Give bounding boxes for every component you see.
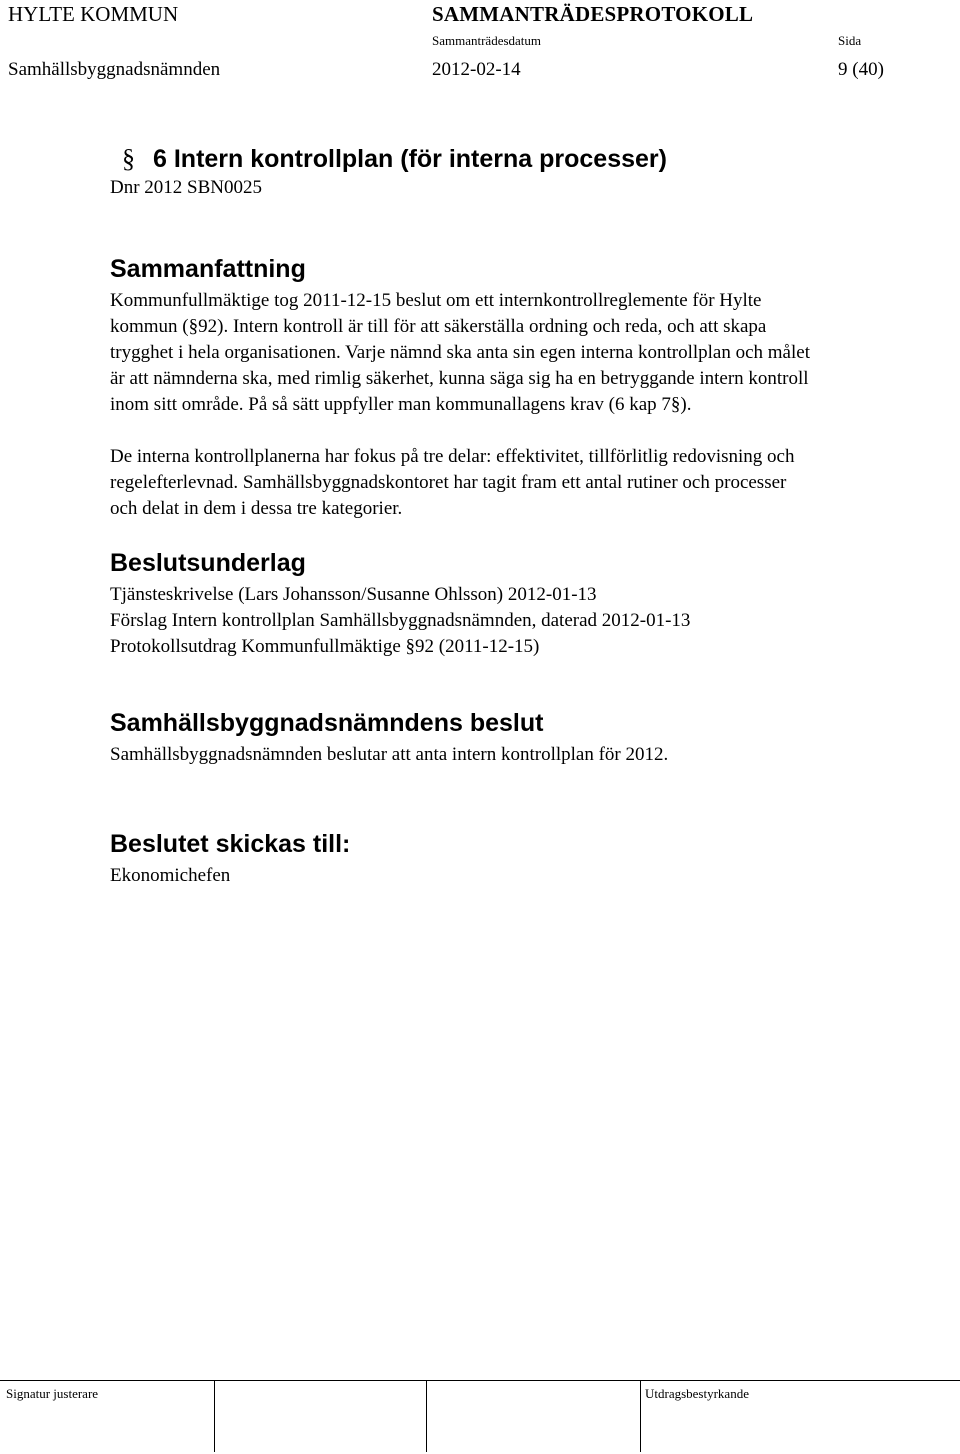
decision-text bbox=[110, 742, 918, 768]
recipients-heading: Beslutet skickas till: bbox=[110, 830, 351, 858]
page-label: Sida bbox=[838, 33, 862, 48]
text-line: Samhällsbyggnadsnämnden beslutar att anta intern kontrollplan för 2012. bbox=[110, 744, 669, 765]
section-title: 6 Intern kontrollplan (för interna processer) bbox=[153, 145, 667, 173]
paragraph-symbol: § bbox=[122, 144, 135, 173]
meeting-date-label: Sammanträdesdatum bbox=[432, 33, 542, 48]
decision-heading: Samhällsbyggnadsnämndens beslut bbox=[110, 709, 544, 737]
text-line: kommun (§92). Intern kontroll är till för att säkerställa ordning och reda, och att skapa bbox=[110, 316, 767, 337]
board-name: Samhällsbyggnadsnämnden bbox=[8, 59, 221, 80]
list-item: Tjänsteskrivelse (Lars Johansson/Susanne Ohlsson) 2012-01-13 bbox=[110, 584, 597, 605]
summary-heading: Sammanfattning bbox=[110, 255, 306, 283]
organization-name: HYLTE KOMMUN bbox=[8, 2, 179, 26]
list-item: Protokollsutdrag Kommunfullmäktige §92 (2011-12-15) bbox=[110, 636, 540, 657]
summary-paragraph-1 bbox=[110, 288, 918, 418]
text-line: Kommunfullmäktige tog 2011-12-15 beslut om ett internkontrollreglemente för Hylte bbox=[110, 290, 762, 311]
summary-block bbox=[110, 254, 918, 522]
decision-block bbox=[110, 708, 918, 768]
summary-paragraph-2 bbox=[110, 444, 918, 522]
list-item: Ekonomichefen bbox=[110, 865, 231, 886]
recipients-list bbox=[110, 863, 918, 889]
page-number: 9 (40) bbox=[838, 59, 884, 80]
meeting-date: 2012-02-14 bbox=[432, 59, 521, 80]
case-number: Dnr 2012 SBN0025 bbox=[110, 177, 263, 198]
decision-basis-block bbox=[110, 548, 918, 660]
document-type-title: SAMMANTRÄDESPROTOKOLL bbox=[432, 2, 754, 26]
section-heading bbox=[122, 144, 667, 174]
list-item: Förslag Intern kontrollplan Samhällsbyggnadsnämnden, daterad 2012-01-13 bbox=[110, 610, 691, 631]
extract-certification-label: Utdragsbestyrkande bbox=[645, 1386, 749, 1401]
decision-basis-heading: Beslutsunderlag bbox=[110, 549, 306, 577]
text-line: är att nämnderna ska, med rimlig säkerhet, kunna säga sig ha en betryggande intern kontroll bbox=[110, 368, 809, 389]
text-line: och delat in dem i dessa tre kategorier. bbox=[110, 498, 403, 519]
text-line: trygghet i hela organisationen. Varje nämnd ska anta sin egen interna kontrollplan och målet bbox=[110, 342, 810, 363]
text-line: regelefterlevnad. Samhällsbyggnadskontoret har tagit fram ett antal rutiner och processer bbox=[110, 472, 787, 493]
footer-divider bbox=[426, 1380, 427, 1452]
signature-label: Signatur justerare bbox=[6, 1386, 99, 1401]
footer-rule bbox=[0, 1380, 960, 1381]
text-line: inom sitt område. På så sätt uppfyller man kommunallagens krav (6 kap 7§). bbox=[110, 394, 692, 415]
decision-basis-list bbox=[110, 582, 918, 660]
text-line: De interna kontrollplanerna har fokus på tre delar: effektivitet, tillförlitlig redovisning och bbox=[110, 446, 795, 467]
footer-divider bbox=[214, 1380, 215, 1452]
recipients-block bbox=[110, 829, 918, 889]
footer-divider bbox=[640, 1380, 641, 1452]
